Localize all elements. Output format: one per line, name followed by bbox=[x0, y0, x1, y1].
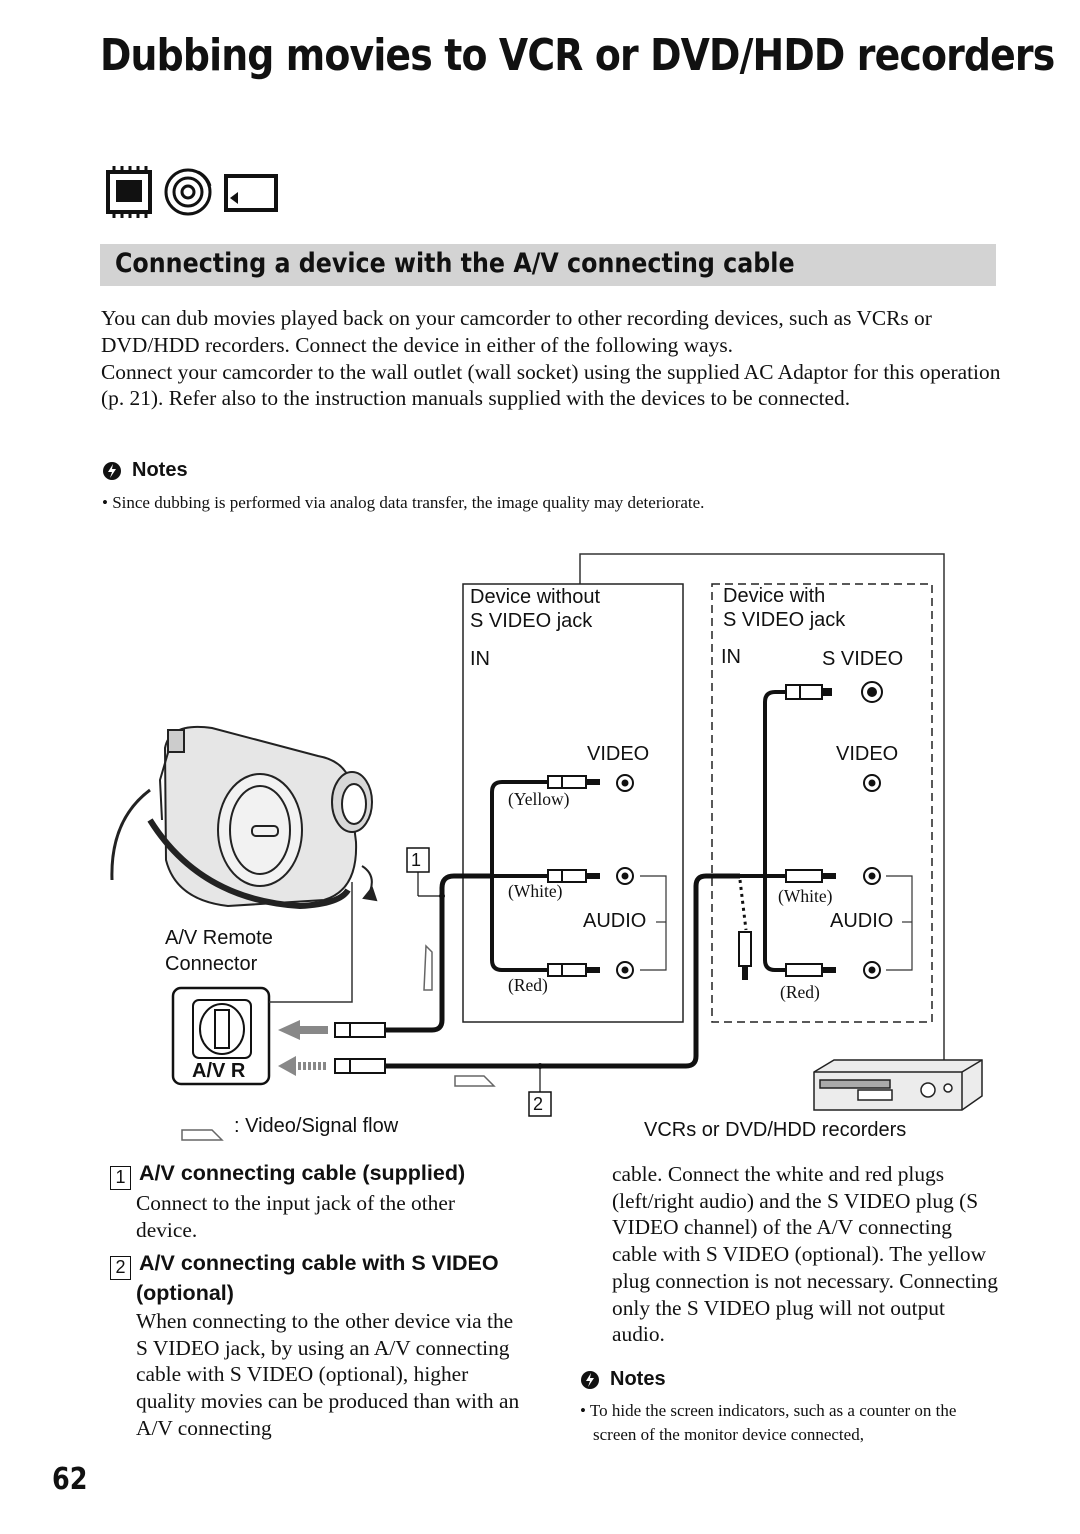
flow-legend-arrow bbox=[182, 1130, 222, 1140]
plug-yellow bbox=[548, 776, 600, 788]
video-jack-1 bbox=[617, 775, 633, 791]
device-with-label bbox=[723, 585, 845, 632]
device-with-line1: Device with bbox=[723, 585, 826, 607]
intro-text bbox=[101, 305, 1001, 412]
item-2 bbox=[110, 1250, 520, 1442]
note-icon bbox=[580, 1370, 600, 1390]
red-label-1: (Red) bbox=[508, 975, 548, 995]
device-without-line1: Device without bbox=[470, 586, 601, 608]
note-item: • Since dubbing is performed via analog data transfer, the image quality may deteriorate. bbox=[102, 493, 705, 512]
plug-unused-yellow bbox=[739, 932, 751, 980]
yellow-label: (Yellow) bbox=[508, 789, 570, 809]
plug-red bbox=[548, 964, 600, 976]
item-1 bbox=[110, 1160, 520, 1243]
device-with-line2: S VIDEO jack bbox=[723, 609, 846, 631]
white-label-2: (White) bbox=[778, 886, 833, 906]
s-video-jack bbox=[862, 682, 882, 702]
page-title: Dubbing movies to VCR or DVD/HDD recorders bbox=[100, 30, 1055, 81]
notes-heading bbox=[102, 459, 1002, 482]
signal-flow-arrow bbox=[424, 946, 432, 990]
notes-bottom bbox=[580, 1368, 1000, 1447]
device-without-box bbox=[463, 584, 683, 1022]
in-label-1: IN bbox=[470, 648, 490, 670]
intro-paragraph: You can dub movies played back on your camcorder to other recording devices, such as VCRs or DVD/HDD recorders. Connect the device in either of the following ways. bbox=[101, 306, 932, 357]
av-r-label: A/V R bbox=[192, 1060, 246, 1082]
in-label-2: IN bbox=[721, 646, 741, 668]
notes-heading-label: Notes bbox=[132, 459, 188, 481]
item-2-heading bbox=[110, 1250, 520, 1307]
item-1-number: 1 bbox=[110, 1166, 131, 1190]
item-1-title: A/V connecting cable (supplied) bbox=[139, 1161, 466, 1185]
av-plug-2 bbox=[335, 1059, 385, 1073]
connection-diagram bbox=[100, 548, 1000, 1148]
note-text: Since dubbing is performed via analog data transfer, the image quality may deteriorate. bbox=[112, 493, 705, 512]
av-remote-label bbox=[165, 925, 273, 977]
notes-heading-label: Notes bbox=[610, 1368, 666, 1390]
plug-red-2 bbox=[786, 964, 836, 976]
camcorder-illustration bbox=[112, 727, 376, 906]
note-icon bbox=[102, 461, 122, 481]
flow-legend: : Video/Signal flow bbox=[234, 1115, 399, 1137]
memory-icon bbox=[108, 166, 150, 218]
section-title: Connecting a device with the A/V connecting cable bbox=[115, 248, 795, 279]
video-label-1: VIDEO bbox=[587, 743, 650, 765]
audio-label-1: AUDIO bbox=[583, 910, 647, 932]
vcr-illustration bbox=[814, 1060, 982, 1110]
note-item: • To hide the screen indicators, such as a counter on the screen of the monitor device connected, bbox=[580, 1401, 957, 1444]
item-2-body: When connecting to the other device via the S VIDEO jack, by using an A/V connecting cable with S VIDEO (optional), higher quality movies can be produced than with an A/V connecting bbox=[136, 1309, 520, 1440]
item-1-body: Connect to the input jack of the other device. bbox=[136, 1191, 455, 1242]
white-jack-1 bbox=[617, 868, 633, 884]
red-jack-2 bbox=[864, 962, 880, 978]
video-jack-2 bbox=[864, 775, 880, 791]
item-2-number: 2 bbox=[110, 1256, 131, 1280]
audio-label-2: AUDIO bbox=[830, 910, 894, 932]
insert-arrow-1 bbox=[278, 1020, 328, 1040]
media-icons bbox=[100, 164, 290, 224]
signal-flow-arrow bbox=[455, 1076, 494, 1086]
device-without-line2: S VIDEO jack bbox=[470, 610, 593, 632]
callout-2: 2 bbox=[533, 1094, 544, 1114]
notes-heading bbox=[580, 1368, 1000, 1391]
recorders-caption: VCRs or DVD/HDD recorders bbox=[644, 1119, 907, 1141]
av-plug-1 bbox=[335, 1023, 385, 1037]
white-jack-2 bbox=[864, 868, 880, 884]
card-icon bbox=[226, 176, 276, 210]
video-label-2: VIDEO bbox=[836, 743, 899, 765]
device-without-label bbox=[470, 586, 600, 633]
right-column-text: cable. Connect the white and red plugs (left/right audio) and the S VIDEO plug (S VIDEO channel) of the A/V connecting cable with S VIDEO (optional). The yellow plug connection is not necessary. Connecting only the S VIDEO plug will not output audio. bbox=[612, 1162, 998, 1347]
notes-top bbox=[102, 459, 1002, 515]
plug-s-video bbox=[786, 685, 832, 699]
av-remote-line1: A/V Remote bbox=[165, 927, 273, 949]
callout-1: 1 bbox=[411, 850, 422, 870]
av-remote-line2: Connector bbox=[165, 953, 258, 975]
s-video-label: S VIDEO bbox=[822, 648, 904, 670]
insert-arrow-2 bbox=[278, 1056, 296, 1076]
red-jack-1 bbox=[617, 962, 633, 978]
item-1-heading bbox=[110, 1160, 520, 1190]
white-label-1: (White) bbox=[508, 881, 563, 901]
item-2-title: A/V connecting cable with S VIDEO (optional) bbox=[136, 1251, 499, 1305]
red-label-2: (Red) bbox=[780, 982, 820, 1002]
page-number: 62 bbox=[52, 1462, 88, 1497]
plug-white-2 bbox=[786, 870, 836, 882]
cable-1 bbox=[385, 876, 492, 1030]
disc-icon bbox=[166, 170, 210, 214]
note-text: To hide the screen indicators, such as a counter on the screen of the monitor device connected, bbox=[589, 1401, 957, 1444]
intro-paragraph: Connect your camcorder to the wall outlet (wall socket) using the supplied AC Adaptor for this operation (p. 21). Refer also to the instruction manuals supplied with the devices to be connected. bbox=[101, 359, 1001, 411]
